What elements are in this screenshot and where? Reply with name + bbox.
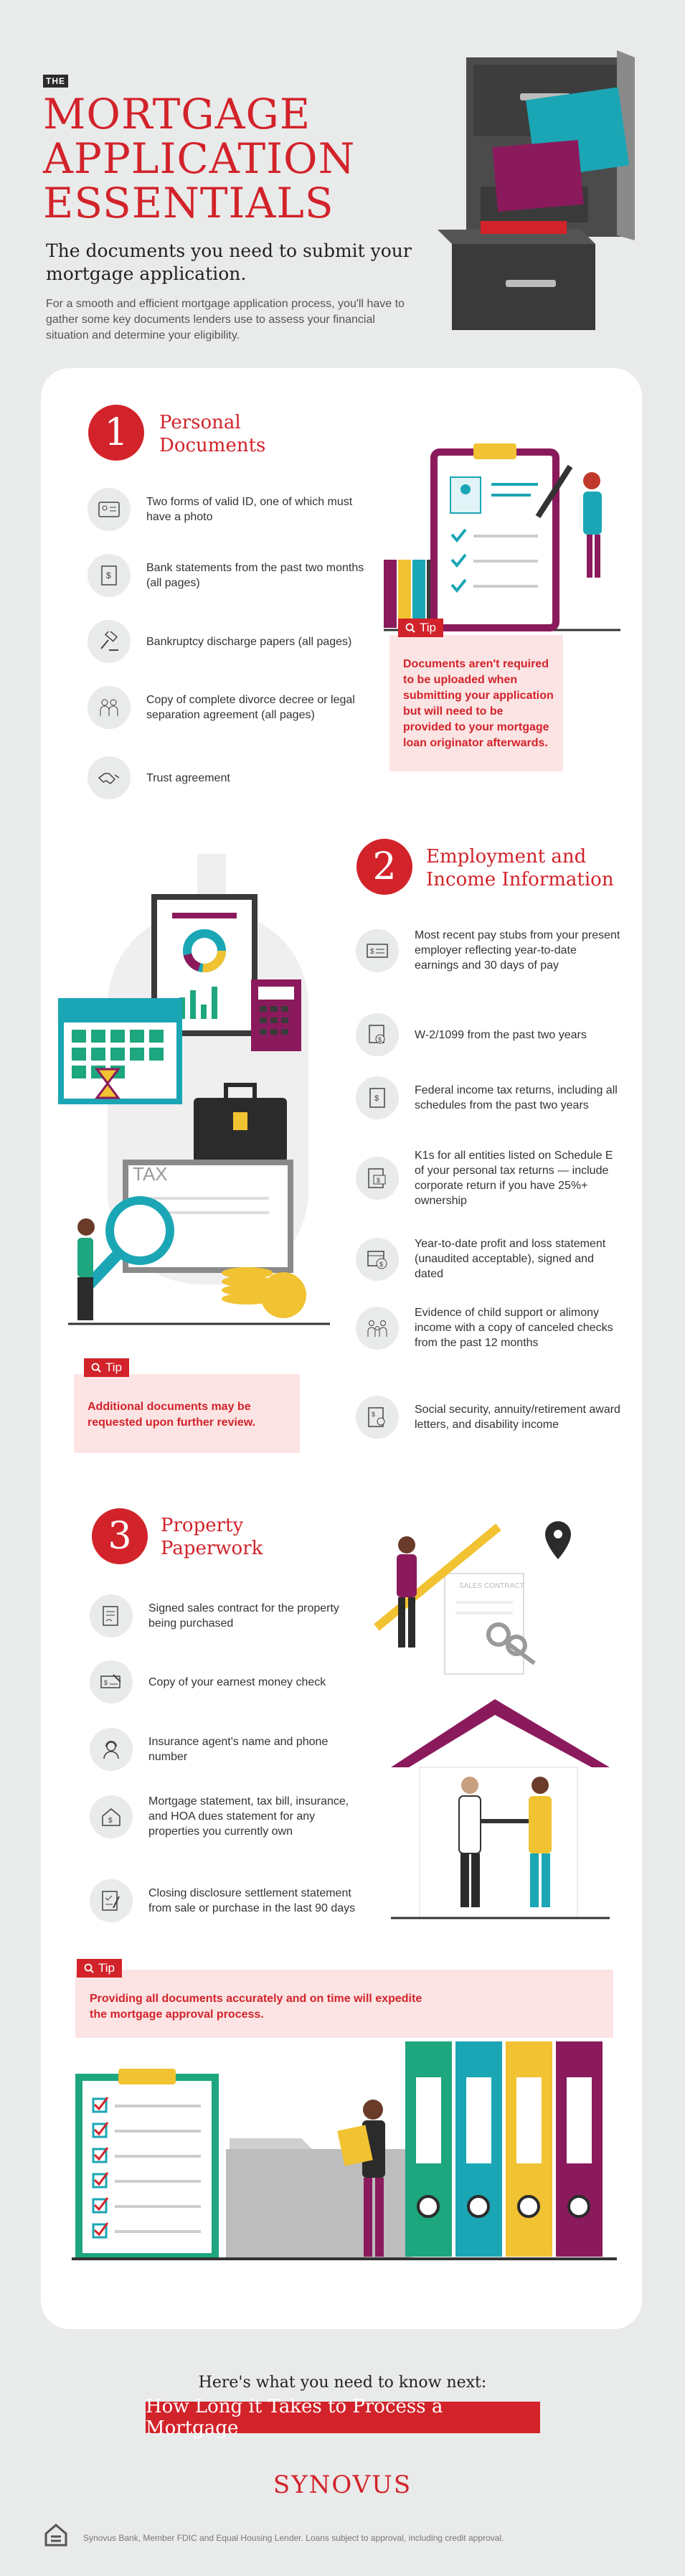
svg-text:$: $ <box>106 570 111 580</box>
list-item <box>356 928 621 973</box>
calendar-money-icon <box>356 1238 399 1281</box>
item-text: K1s for all entities listed on Schedule E of your personal tax returns — include corporate return if you have 25%+ ownership <box>415 1150 613 1207</box>
agent-icon <box>90 1728 133 1771</box>
sales-contract-label: SALES CONTRACT <box>459 1582 524 1590</box>
list-item <box>90 1879 362 1922</box>
next-label: Here's what you need to know next: <box>198 2374 487 2392</box>
section-number-2: 2 <box>356 839 412 895</box>
item-text: Bankruptcy discharge papers (all pages) <box>146 635 352 648</box>
tip-label: Tip <box>98 1961 115 1975</box>
list-item <box>356 1148 621 1208</box>
list-item <box>356 1305 621 1350</box>
separation-icon <box>88 686 131 729</box>
filing-cabinet-illustration <box>423 50 638 337</box>
section-number-1: 1 <box>88 405 144 461</box>
section-2-title-line-1: Employment and <box>426 846 587 868</box>
section-1-title-line-1: Personal <box>159 412 241 433</box>
gavel-icon <box>88 620 131 663</box>
item-text: Trust agreement <box>146 771 230 784</box>
list-item <box>356 1076 621 1119</box>
svg-text:$: $ <box>104 1679 108 1686</box>
section-title-personal-documents <box>159 411 265 457</box>
list-item <box>90 1728 362 1771</box>
magnifier-icon <box>405 623 415 633</box>
list-item <box>356 1396 621 1439</box>
list-item <box>88 756 374 799</box>
section-2-title-line-2: Income Information <box>426 869 614 890</box>
svg-text:$: $ <box>108 1816 113 1825</box>
item-text: W-2/1099 from the past two years <box>415 1028 587 1041</box>
item-text: Insurance agent's name and phone number <box>148 1736 329 1763</box>
list-item <box>88 488 374 531</box>
bank-statement-icon <box>88 554 131 597</box>
pay-stub-icon <box>356 929 399 972</box>
next-article-link[interactable]: How Long it Takes to Process a Mortgage <box>146 2402 540 2433</box>
item-text: Two forms of valid ID, one of which must have a photo <box>146 496 353 523</box>
tip-text-1: Documents aren't required to be uploaded when submitting your application but will need to be provided to your mortgage loan originator afterwards. <box>403 658 554 749</box>
check-icon <box>90 1660 133 1703</box>
item-text: Most recent pay stubs from your present employer reflecting year-to-date earnings and 30 days of pay <box>415 929 620 972</box>
list-item <box>88 686 374 729</box>
disclaimer: Synovus Bank, Member FDIC and Equal Housing Lender. Loans subject to approval, including credit approval. <box>83 2533 504 2543</box>
title-line-1: MORTGAGE <box>43 90 311 138</box>
list-item <box>88 554 374 597</box>
equal-housing-icon <box>43 2522 69 2548</box>
item-text: Mortgage statement, tax bill, insurance, and HOA dues statement for any properties you currently own <box>148 1795 349 1838</box>
list-item <box>356 1236 621 1282</box>
title-line-3: ESSENTIALS <box>43 179 334 227</box>
list-item <box>90 1594 362 1637</box>
svg-text:$: $ <box>379 1260 384 1268</box>
tip-tag-3 <box>77 1959 122 1978</box>
item-text: Signed sales contract for the property being purchased <box>148 1602 339 1630</box>
finance-documents-illustration <box>54 854 337 1374</box>
svg-text:$: $ <box>370 947 374 956</box>
section-title-property-paperwork <box>161 1514 263 1560</box>
title-line-2: APPLICATION <box>43 134 356 183</box>
family-icon <box>356 1307 399 1350</box>
list-item <box>90 1660 362 1703</box>
item-text: Year-to-date profit and loss statement (unaudited acceptable), signed and dated <box>415 1238 606 1280</box>
item-text: Social security, annuity/retirement award letters, and disability income <box>415 1404 620 1431</box>
house-dollar-icon <box>90 1795 133 1838</box>
item-text: Copy of complete divorce decree or legal separation agreement (all pages) <box>146 694 355 721</box>
list-item <box>90 1794 362 1839</box>
tax-label: TAX <box>133 1163 168 1185</box>
item-text: Federal income tax returns, including all schedules from the past two years <box>415 1084 618 1111</box>
list-item <box>356 1013 621 1056</box>
sales-contract-icon <box>90 1594 133 1637</box>
list-item <box>88 620 374 663</box>
section-1-title-line-2: Documents <box>159 435 266 456</box>
subtitle: The documents you need to submit your mortgage application. <box>46 240 412 284</box>
id-card-icon <box>88 488 131 531</box>
section-3-title-line-2: Paperwork <box>161 1538 263 1559</box>
clipboard-illustration <box>384 438 628 639</box>
svg-text:$: $ <box>374 1094 379 1103</box>
section-number-3: 3 <box>92 1508 148 1564</box>
svg-text:$: $ <box>377 1177 381 1184</box>
magnifier-icon <box>91 1363 101 1373</box>
tip-text-2: Additional documents may be requested upon further review. <box>88 1401 256 1429</box>
page-title <box>43 92 445 225</box>
item-text: Closing disclosure settlement statement from sale or purchase in the last 90 days <box>148 1887 356 1914</box>
binders-checklist-illustration <box>72 2034 617 2285</box>
tip-tag-1 <box>398 619 443 637</box>
house-purchase-illustration <box>362 1520 628 1950</box>
section-title-employment-income <box>426 845 614 891</box>
magnifier-icon <box>84 1963 94 1973</box>
synovus-logo: SYNOVUS <box>273 2471 412 2499</box>
the-badge: THE <box>43 75 68 88</box>
tax-return-icon <box>356 1076 399 1119</box>
item-text: Evidence of child support or alimony income with a copy of canceled checks from the past 12 months <box>415 1307 613 1349</box>
item-text: Bank statements from the past two months (all pages) <box>146 562 364 589</box>
tip-tag-2 <box>84 1358 129 1377</box>
intro-text: For a smooth and efficient mortgage application process, you'll have to gather some key documents lenders use to assess your financial situation and determine your eligibility. <box>46 298 405 342</box>
award-letter-icon <box>356 1396 399 1439</box>
tip-label: Tip <box>105 1360 122 1374</box>
tip-text-3: Providing all documents accurately and on time will expedite the mortgage approval process. <box>90 1993 422 2021</box>
section-3-title-line-1: Property <box>161 1515 244 1536</box>
svg-text:$: $ <box>378 1036 382 1043</box>
w2-form-icon <box>356 1013 399 1056</box>
tip-label: Tip <box>420 621 436 634</box>
handshake-icon <box>88 756 131 799</box>
closing-document-icon <box>90 1879 133 1922</box>
k1-form-icon <box>356 1157 399 1200</box>
item-text: Copy of your earnest money check <box>148 1675 326 1688</box>
svg-text:$: $ <box>372 1411 376 1418</box>
